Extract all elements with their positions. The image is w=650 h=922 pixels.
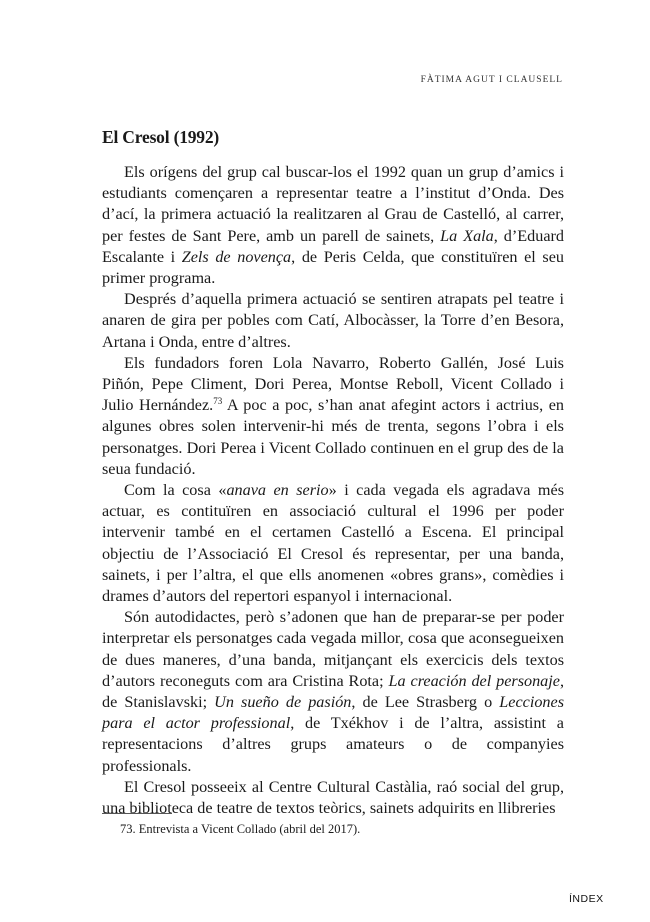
paragraph: Després d’aquella primera actuació se sentiren atrapats pel teatre i anaren de gira per pobles com Catí, Albocàsser, la Torre d’en Besora, Artana i Onda, entre d’altres. xyxy=(102,290,564,351)
footnote-divider xyxy=(102,813,172,814)
running-head: FÀTIMA AGUT I CLAUSELL xyxy=(420,75,563,85)
paragraph: El Cresol posseeix al Centre Cultural Castàlia, raó social del grup, una biblioteca de teatre de textos teòrics, sainets adquirits en llibreries xyxy=(102,777,564,818)
paragraph: Com la cosa «anava en serio» i cada vegada els agradava més actuar, es contituïren en associació cultural el 1996 per poder intervenir també en el certamen Castelló a Escena. El principal objectiu de l’Associació El Cresol és representar, per una banda, sainets, i per l’altra, el que ells anomenen «obres grans», comèdies i drames d’autors del repertori espanyol i internacional. xyxy=(102,481,565,606)
paragraph: Els orígens del grup cal buscar-los el 1992 quan un grup d’amics i estudiants començaren a representar teatre a l’institut d’Onda. Des d’ací, la primera actuació la realitzaren al Grau de Castelló, al carrer, per festes de Sant Pere, amb un parell de sainets, La Xala, d’Eduard Escalante i Zels de novença, de Peris Celda, que constituïren el seu primer programa. xyxy=(102,163,565,288)
footnote: 73. Entrevista a Vicent Collado (abril del 2017). xyxy=(120,822,361,836)
paragraph: Els fundadors foren Lola Navarro, Roberto Gallén, José Luis Piñón, Pepe Climent, Dori Perea, Montse Reboll, Vicent Collado i Julio Hernández.$^{73}$ A poc a poc, s’han anat afegint actors i actrius, en algunes obres solen intervenir-hi més de trenta, segons l’obra i els personatges. Dori Perea i Vicent Collado continuen en el grup des de la seua fundació. xyxy=(102,353,565,478)
paragraph: Són autodidactes, però s’adonen que han de preparar-se per poder interpretar els personatges cada vegada millor, cosa que aconsegueixen de dues maneres, d’una banda, mitjançant els exercicis dels textos d’autors reconeguts com ara Cristina Rota; La creación del personaje, de Stanislavski; Un sueño de pasión, de Lee Strasberg o Lecciones para el actor professional, de Txékhov i de l’altra, assistint a representacions d’altres grups amateurs o de companyies professionals. xyxy=(102,608,565,775)
body-text xyxy=(102,162,564,819)
index-link[interactable]: ÍNDEX xyxy=(569,893,604,905)
footnote-marker[interactable]: 73 xyxy=(213,396,223,407)
section-title: El Cresol (1992) xyxy=(102,127,220,147)
